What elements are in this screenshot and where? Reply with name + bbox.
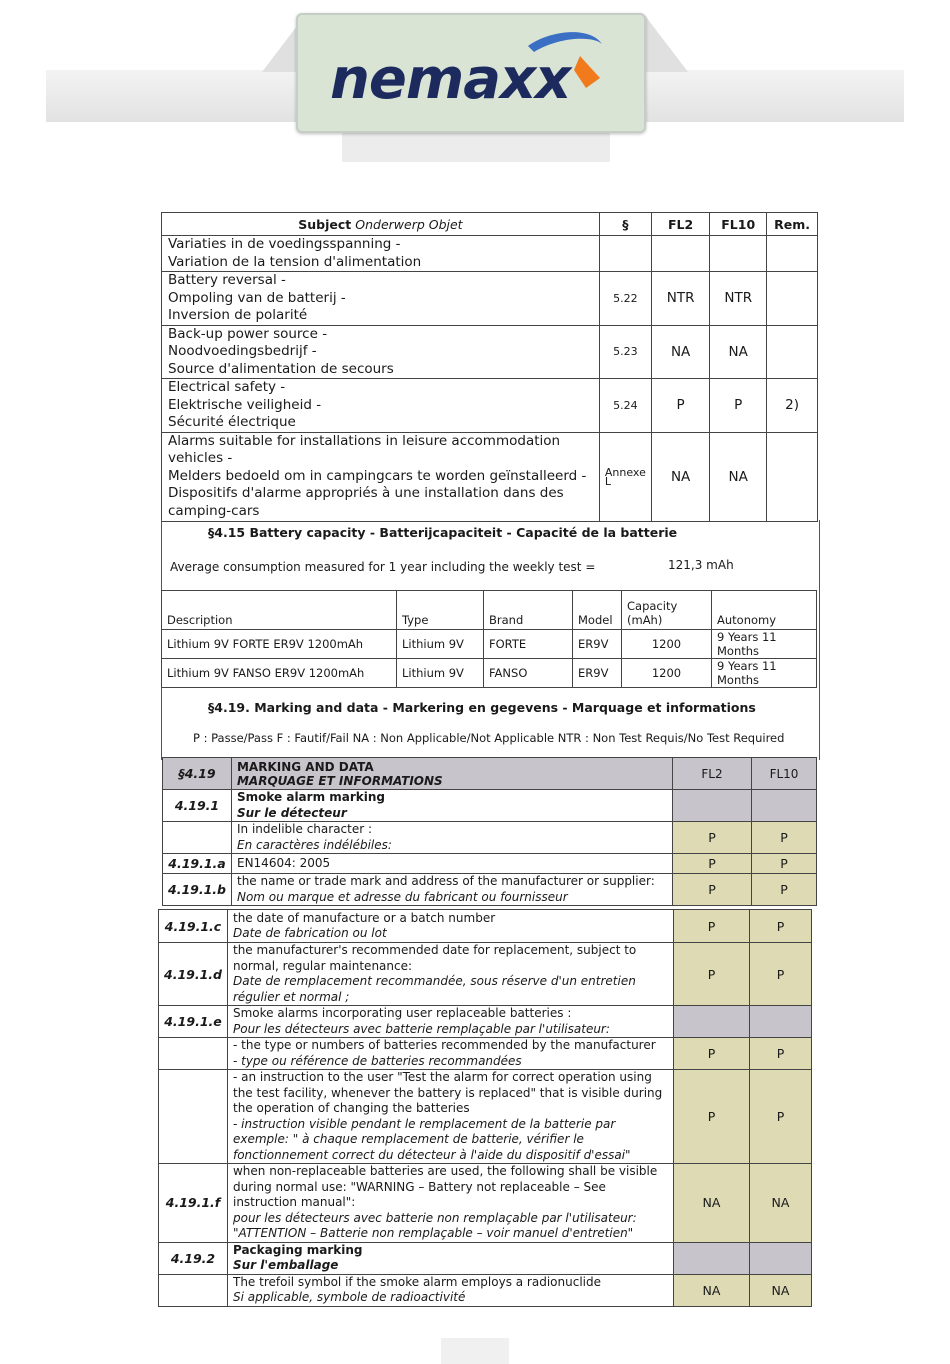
- col-model: Model: [573, 591, 622, 630]
- requirement-en: when non-replaceable batteries are used, the following shall be visible during normal use: "WARNING – Battery not replaceable – See instruction manual":: [232, 1164, 658, 1209]
- requirement-cell: [227, 1164, 673, 1243]
- avg-consumption-value: 121,3 mAh: [668, 558, 734, 572]
- requirement-fr: - type ou référence de batteries recommandées: [232, 1053, 522, 1068]
- rem-cell: 2): [767, 379, 818, 433]
- col-brand: Brand: [484, 591, 573, 630]
- clause-cell: [159, 1038, 228, 1070]
- fl10-result: NA: [749, 1164, 811, 1243]
- col-autonomy: Autonomy: [712, 591, 817, 630]
- subject-line: Ompoling van de batterij -: [168, 289, 346, 306]
- clause-cell: 4.19.1.b: [163, 874, 232, 906]
- marking-header-fr: MARQUAGE ET INFORMATIONS: [236, 773, 443, 788]
- battery-cell: FANSO: [484, 659, 573, 688]
- result-legend: P : Passe/Pass F : Fautif/Fail NA : Non Applicable/Not Applicable NTR : Non Test Requis/No Test Required: [193, 731, 785, 745]
- fl2-result: NA: [673, 1164, 749, 1243]
- clause-cell: [159, 1070, 228, 1164]
- requirement-en: EN14604: 2005: [236, 855, 331, 870]
- subject-line: camping-cars: [168, 502, 260, 519]
- col-type: Type: [397, 591, 484, 630]
- battery-table-header: [162, 591, 817, 630]
- battery-cell: ER9V: [573, 659, 622, 688]
- subject-cell: [162, 432, 600, 521]
- battery-row: [162, 659, 817, 688]
- fl2-cell: NA: [651, 432, 710, 521]
- subject-line: Back-up power source -: [168, 325, 328, 342]
- fl10-header: FL10: [710, 213, 767, 236]
- requirement-fr: Si applicable, symbole de radioactivité: [232, 1290, 466, 1304]
- clause-cell: 4.19.1.c: [159, 910, 228, 943]
- marking-header-title: [231, 758, 672, 790]
- marking-header-clause: §4.19: [163, 758, 232, 790]
- col-capacity: Capacity (mAh): [622, 591, 712, 630]
- subject-line: Inversion de polarité: [168, 307, 308, 323]
- fl10-cell: [710, 236, 767, 272]
- rem-cell: [767, 236, 818, 272]
- section-cell: 5.23: [599, 325, 651, 379]
- requirement-en: - an instruction to the user "Test the alarm for correct operation using the test facility, whenever the battery is replaced" that is visible during the operation of changing the batteries: [232, 1070, 663, 1115]
- marking-row: [163, 822, 817, 854]
- requirement-cell: [227, 1006, 673, 1038]
- fl2-result: P: [672, 822, 751, 854]
- subject-header: [162, 213, 600, 236]
- fl2-result: [673, 1242, 749, 1274]
- marking-row: [163, 854, 817, 874]
- fl10-cell: NA: [710, 325, 767, 379]
- marking-row: [159, 1242, 812, 1274]
- marking-row: [159, 1164, 812, 1243]
- subject-line: Noodvoedingsbedrijf -: [168, 343, 317, 359]
- subject-header-bold: Subject: [298, 216, 352, 232]
- battery-row: [162, 630, 817, 659]
- marking-header-en: MARKING AND DATA: [236, 759, 374, 774]
- battery-cell: 9 Years 11 Months: [712, 659, 817, 688]
- fl2-result: P: [673, 910, 749, 943]
- requirement-cell: [231, 854, 672, 874]
- requirement-cell: [231, 790, 672, 822]
- marking-row: [163, 874, 817, 906]
- requirement-fr: Sur le détecteur: [236, 805, 347, 820]
- clause-cell: 4.19.1.f: [159, 1164, 228, 1243]
- fl2-header: FL2: [651, 213, 710, 236]
- page-number-box: [441, 1338, 509, 1364]
- rem-cell: [767, 432, 818, 521]
- avg-consumption-label: Average consumption measured for 1 year including the weekly test =: [170, 560, 596, 574]
- marking-row: [159, 1070, 812, 1164]
- requirement-cell: [227, 1038, 673, 1070]
- subject-cell: [162, 236, 600, 272]
- fl2-cell: [651, 236, 710, 272]
- requirement-cell: [227, 1274, 673, 1306]
- subject-line: Elektrische veiligheid -: [168, 396, 322, 413]
- subject-line: Melders bedoeld om in campingcars te worden geïnstalleerd -: [168, 467, 587, 484]
- fl10-result: P: [749, 1070, 811, 1164]
- clause-cell: 4.19.1.a: [163, 854, 232, 874]
- fl2-result: [672, 790, 751, 822]
- rem-cell: [767, 272, 818, 326]
- marking-section-title: §4.19. Marking and data - Markering en gegevens - Marquage et informations: [208, 700, 756, 715]
- battery-cell: Lithium 9V FORTE ER9V 1200mAh: [162, 630, 397, 659]
- clause-cell: 4.19.1.e: [159, 1006, 228, 1038]
- table-row: [162, 272, 818, 326]
- requirement-fr: Date de remplacement recommandée, sous réserve d'un entretien régulier et normal ;: [232, 974, 636, 1004]
- requirement-fr: En caractères indélébiles:: [236, 837, 392, 852]
- section-cell: Annexe L: [599, 432, 651, 521]
- fl10-result: P: [749, 1038, 811, 1070]
- section-cell: 5.24: [599, 379, 651, 433]
- battery-cell: ER9V: [573, 630, 622, 659]
- battery-cell: FORTE: [484, 630, 573, 659]
- requirement-en: Smoke alarm marking: [236, 790, 386, 804]
- table-row: [162, 236, 818, 272]
- requirement-cell: [231, 874, 672, 906]
- subject-cell: [162, 272, 600, 326]
- requirement-en: the date of manufacture or a batch number: [232, 910, 496, 925]
- fl10-result: [749, 1006, 811, 1038]
- subject-line: Source d'alimentation de secours: [168, 360, 394, 377]
- table-row: [162, 379, 818, 433]
- requirement-en: The trefoil symbol if the smoke alarm employs a radionuclide: [232, 1274, 601, 1289]
- requirement-en: In indelible character :: [236, 822, 373, 836]
- battery-cell: Lithium 9V FANSO ER9V 1200mAh: [162, 659, 397, 688]
- subject-line: vehicles -: [168, 450, 233, 467]
- subject-line: Variaties in de voedingsspanning -: [168, 236, 401, 252]
- fl2-result: NA: [673, 1274, 749, 1306]
- fl10-cell: NTR: [710, 272, 767, 326]
- marking-header-row: [163, 758, 817, 790]
- requirement-cell: [231, 822, 672, 854]
- marking-table-upper: [162, 757, 817, 906]
- logo-swoosh-icon: [520, 26, 610, 96]
- fl10-result: P: [749, 910, 811, 943]
- clause-cell: 4.19.1: [163, 790, 232, 822]
- battery-capacity-title: §4.15 Battery capacity - Batterijcapaciteit - Capacité de la batterie: [208, 525, 678, 540]
- subject-cell: [162, 379, 600, 433]
- marking-row: [163, 790, 817, 822]
- requirement-fr: Pour les détecteurs avec batterie remplaçable par l'utilisateur:: [232, 1021, 610, 1036]
- requirement-cell: [227, 1070, 673, 1164]
- marking-row: [159, 1038, 812, 1070]
- requirement-fr: - instruction visible pendant le remplacement de la batterie par exemple: " à chaque remplacement de batterie, vérifier le fonctionnement correct du détecteur à l'aide du dispositif d'essai": [232, 1116, 631, 1162]
- test-summary-table: [161, 212, 818, 522]
- battery-cell: 1200: [622, 659, 712, 688]
- fl2-result: P: [672, 854, 751, 874]
- logo-wordmark: nemaxx: [330, 46, 571, 112]
- requirement-cell: [227, 910, 673, 943]
- clause-cell: 4.19.2: [159, 1242, 228, 1274]
- requirement-fr: Sur l'emballage: [232, 1258, 339, 1272]
- requirement-cell: [227, 1242, 673, 1274]
- battery-cell: Lithium 9V: [397, 630, 484, 659]
- requirement-cell: [227, 943, 673, 1006]
- requirement-en: the manufacturer's recommended date for replacement, subject to normal, regular maintenance:: [232, 943, 637, 973]
- table-row: [162, 432, 818, 521]
- clause-cell: [159, 1274, 228, 1306]
- battery-cell: 9 Years 11 Months: [712, 630, 817, 659]
- subject-line: Alarms suitable for installations in leisure accommodation: [168, 432, 561, 449]
- fl2-cell: P: [651, 379, 710, 433]
- fl2-result: [673, 1006, 749, 1038]
- marking-header-fl10: FL10: [751, 758, 816, 790]
- fl10-result: P: [749, 943, 811, 1006]
- requirement-fr: Nom ou marque et adresse du fabricant ou fournisseur: [236, 889, 568, 904]
- clause-cell: [163, 822, 232, 854]
- section-header: §: [599, 213, 651, 236]
- requirement-en: - the type or numbers of batteries recommended by the manufacturer: [232, 1038, 656, 1052]
- fl10-result: [749, 1242, 811, 1274]
- marking-row: [159, 943, 812, 1006]
- subject-line: Dispositifs d'alarme appropriés à une installation dans des: [168, 485, 564, 502]
- battery-table: [161, 590, 817, 688]
- subject-line: Battery reversal -: [168, 272, 286, 288]
- table-row: [162, 325, 818, 379]
- fl10-result: NA: [749, 1274, 811, 1306]
- fl10-cell: NA: [710, 432, 767, 521]
- requirement-en: Smoke alarms incorporating user replaceable batteries :: [232, 1006, 572, 1020]
- battery-cell: 1200: [622, 630, 712, 659]
- subject-header-rest: Onderwerp Objet: [351, 216, 463, 232]
- clause-cell: 4.19.1.d: [159, 943, 228, 1006]
- fl10-result: [751, 790, 816, 822]
- requirement-en: Packaging marking: [232, 1242, 363, 1257]
- marking-header-fl2: FL2: [672, 758, 751, 790]
- fl2-result: P: [673, 943, 749, 1006]
- fl2-cell: NTR: [651, 272, 710, 326]
- fl10-cell: P: [710, 379, 767, 433]
- marking-table-lower: [158, 909, 812, 1307]
- marking-row: [159, 1274, 812, 1306]
- marking-row: [159, 1006, 812, 1038]
- rem-cell: [767, 325, 818, 379]
- fl2-result: P: [672, 874, 751, 906]
- section-cell: [599, 236, 651, 272]
- requirement-en: the name or trade mark and address of the manufacturer or supplier:: [236, 874, 655, 888]
- fl10-result: P: [751, 822, 816, 854]
- fl10-result: P: [751, 854, 816, 874]
- fl10-result: P: [751, 874, 816, 906]
- subject-line: Sécurité électrique: [168, 414, 296, 430]
- rem-header: Rem.: [767, 213, 818, 236]
- table-header-row: [162, 213, 818, 236]
- subject-line: Electrical safety -: [168, 379, 286, 395]
- requirement-fr: pour les détecteurs avec batterie non remplaçable par l'utilisateur: "ATTENTION – Batterie non remplaçable – voir manuel d'entretien": [232, 1210, 637, 1240]
- fl2-result: P: [673, 1038, 749, 1070]
- marking-row: [159, 910, 812, 943]
- fl2-result: P: [673, 1070, 749, 1164]
- battery-cell: Lithium 9V: [397, 659, 484, 688]
- col-description: Description: [162, 591, 397, 630]
- fl2-cell: NA: [651, 325, 710, 379]
- subject-cell: [162, 325, 600, 379]
- requirement-fr: Date de fabrication ou lot: [232, 926, 387, 940]
- section-cell: 5.22: [599, 272, 651, 326]
- subject-line: Variation de la tension d'alimentation: [168, 253, 422, 270]
